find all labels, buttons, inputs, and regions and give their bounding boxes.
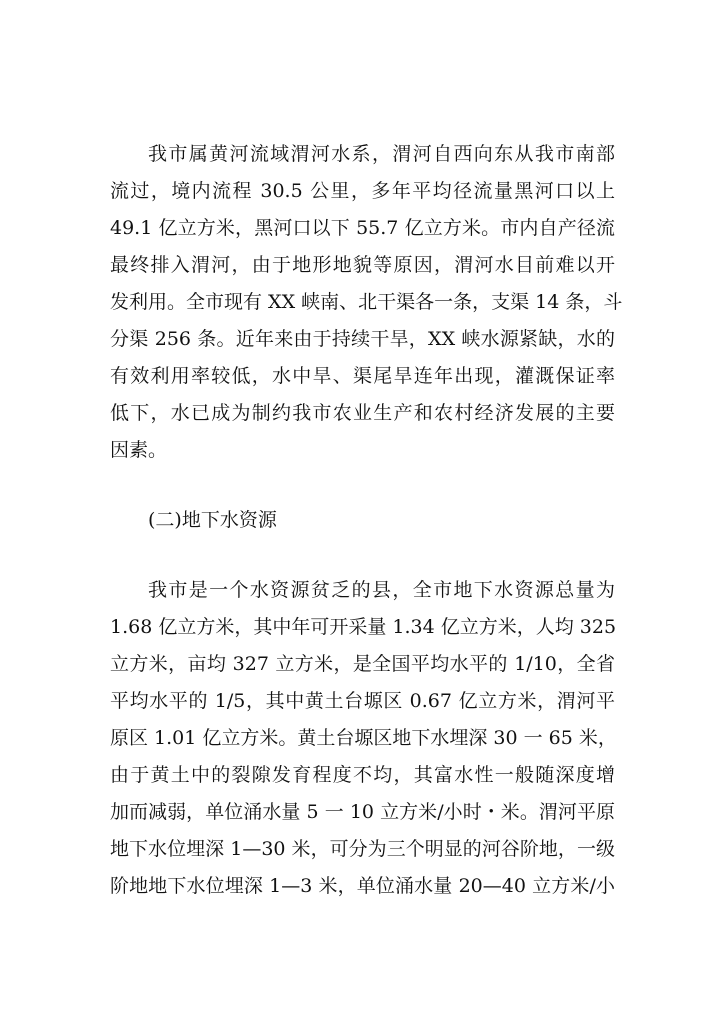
paragraph-line: 由于黄土中的裂隙发育程度不均，其富水性一般随深度增	[110, 764, 615, 786]
paragraph-line: 分渠 256 条。近年来由于持续干旱，XX 峡水源紧缺，水的	[110, 328, 615, 350]
paragraph-line: 因素。	[110, 439, 168, 461]
paragraph-line: 最终排入渭河，由于地形地貌等原因，渭河水目前难以开	[110, 254, 615, 276]
section-heading: (二)地下水资源	[148, 509, 277, 531]
document-page	[110, 136, 623, 905]
paragraph-line: 我市属黄河流域渭河水系，渭河自西向东从我市南部	[148, 143, 615, 165]
paragraph-line: 发利用。全市现有 XX 峡南、北干渠各一条，支渠 14 条，斗	[110, 291, 623, 313]
paragraph-line: 1.68 亿立方米，其中年可开采量 1.34 亿立方米，人均 325	[110, 616, 617, 638]
paragraph-line: 立方米，亩均 327 立方米，是全国平均水平的 1/10，全省	[110, 653, 615, 675]
paragraph-line: 阶地地下水位埋深 1—3 米，单位涌水量 20—40 立方米/小	[110, 875, 615, 897]
paragraph-line: 有效利用率较低，水中旱、渠尾旱连年出现，灌溉保证率	[110, 365, 615, 387]
paragraph-line: 原区 1.01 亿立方米。黄土台塬区地下水埋深 30 一 65 米，	[110, 727, 617, 749]
paragraph-line: 流过，境内流程 30.5 公里，多年平均径流量黑河口以上	[110, 180, 615, 202]
paragraph-spacer	[110, 539, 615, 572]
paragraph-groundwater	[110, 572, 615, 905]
paragraph-line: 低下，水已成为制约我市农业生产和农村经济发展的主要	[110, 402, 615, 424]
paragraph-line: 平均水平的 1/5，其中黄土台塬区 0.67 亿立方米，渭河平	[110, 690, 615, 712]
paragraph-surface-water	[110, 136, 623, 469]
paragraph-spacer	[110, 469, 615, 502]
paragraph-line: 加而减弱，单位涌水量 5 一 10 立方米/小时・米。渭河平原	[110, 801, 615, 823]
paragraph-line: 地下水位埋深 1—30 米，可分为三个明显的河谷阶地，一级	[110, 838, 615, 860]
paragraph-line: 我市是一个水资源贫乏的县，全市地下水资源总量为	[148, 579, 615, 601]
paragraph-line: 49.1 亿立方米，黑河口以下 55.7 亿立方米。市内自产径流	[110, 217, 615, 239]
